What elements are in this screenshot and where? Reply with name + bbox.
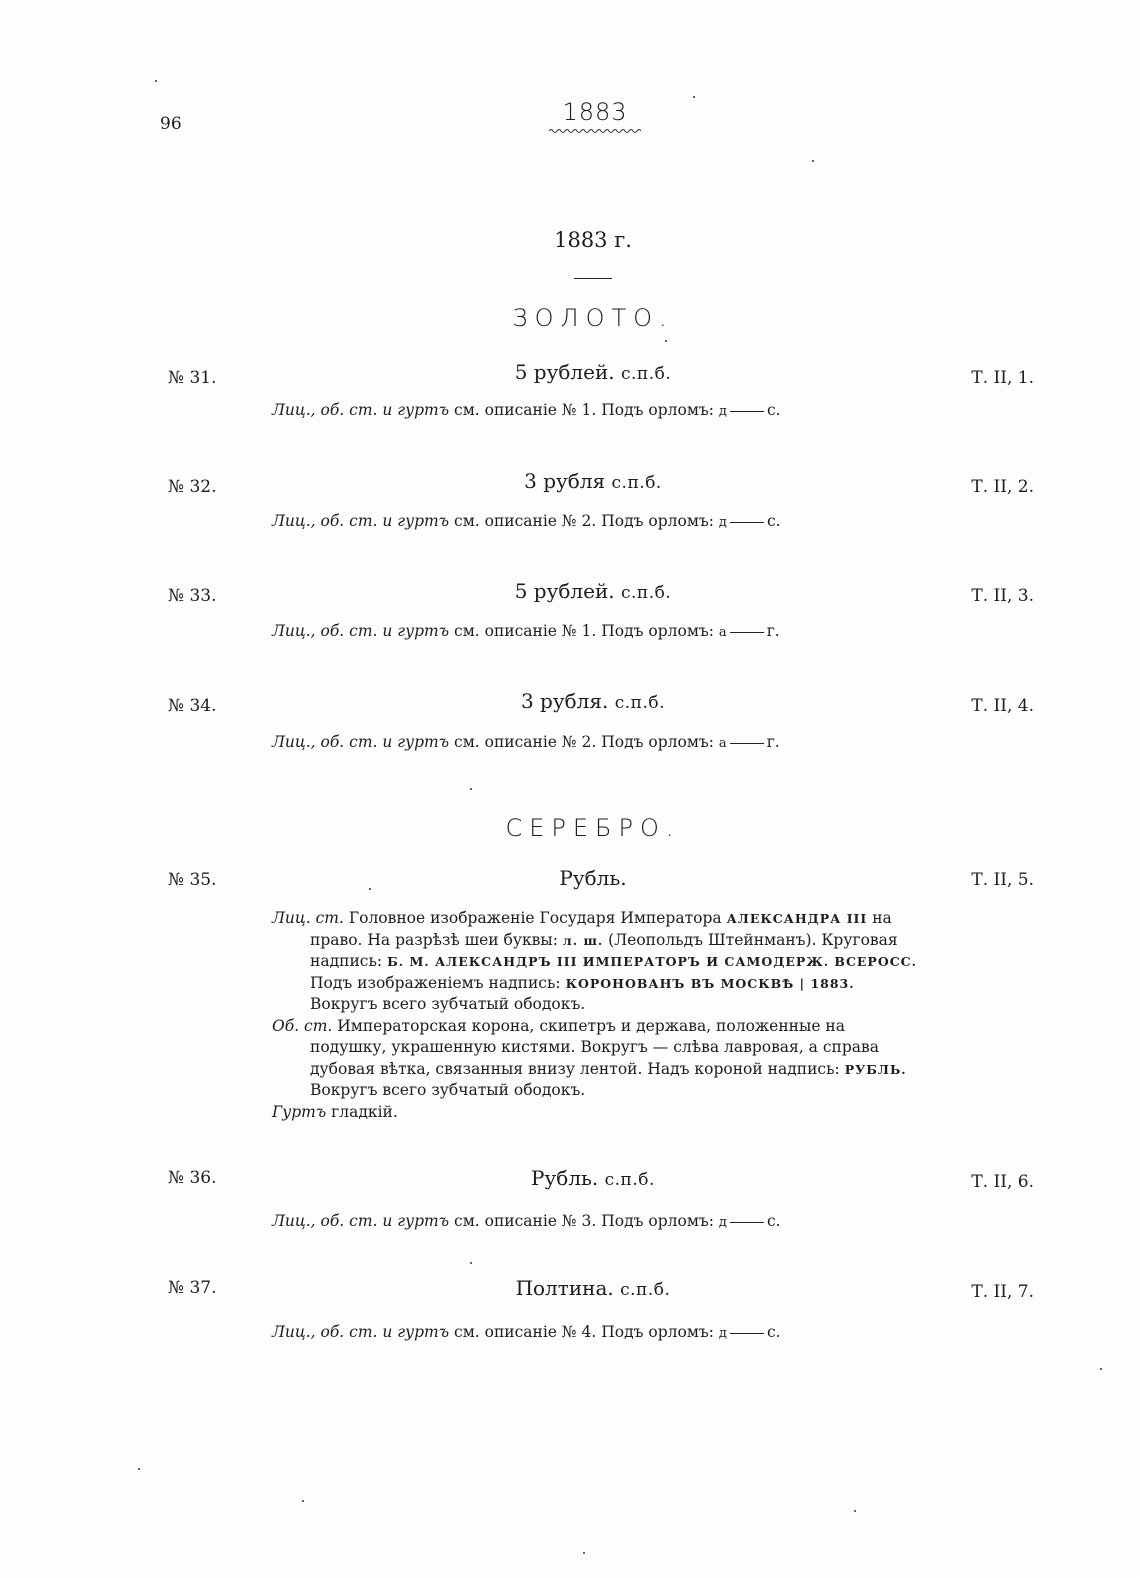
page-number: 96 [160, 114, 182, 134]
reverse-legend: РУБЛЬ. [844, 1061, 907, 1077]
entry-title [0, 1166, 1140, 1190]
scan-speck [138, 1468, 140, 1470]
reverse-text: Императорская корона, скипетръ и держава, положенные на подушку, украшенную кистями. Вокругъ — слѣва лавровая, а справа дубовая вѣтка, связанныя внизу лентой. Надъ короной надпись: [310, 1016, 879, 1078]
scan-speck [1100, 1368, 1102, 1370]
obverse-text: Вокругъ всего зубчатый ободокъ. [310, 995, 586, 1013]
description-text: см. описаніе № 4. Подъ орломъ: [454, 1323, 714, 1341]
plate-reference: Т. II, 3. [971, 586, 1034, 606]
denomination: 3 рубля. [520, 689, 609, 713]
dash [730, 411, 764, 412]
scan-speck [470, 1262, 472, 1264]
obverse-text: Головное изображеніе Государя Императора [348, 909, 722, 927]
mintmaster-letter: г. [766, 622, 780, 640]
scan-speck [583, 1552, 585, 1554]
scan-speck [155, 80, 157, 82]
description-text: см. описаніе № 3. Подъ орломъ: [454, 1212, 714, 1230]
entry-title [0, 469, 1140, 493]
description-text: см. описаніе № 1. Подъ орломъ: [454, 401, 714, 419]
scan-speck [369, 888, 371, 890]
entry-number: № 36. [168, 1168, 217, 1188]
scan-speck [302, 1500, 304, 1502]
entry-title [0, 866, 1140, 890]
denomination: Рубль. [559, 866, 627, 890]
plate-reference: Т. II, 1. [971, 368, 1034, 388]
reverse-label: Об. ст. [272, 1016, 333, 1035]
section-heading-gold: ЗОЛОТО. [512, 304, 674, 332]
plate-reference: Т. II, 5. [971, 870, 1034, 890]
plate-reference: Т. II, 2. [971, 477, 1034, 497]
denomination: 3 рубля [524, 469, 606, 493]
mintmaster-letter: д [718, 1215, 727, 1230]
entry-description [272, 733, 780, 751]
mintmaster-letter: д [718, 404, 727, 419]
description-italic: Лиц., об. ст. и гуртъ [272, 512, 450, 530]
wavy-underline-icon [549, 128, 641, 134]
entry-title [0, 360, 1140, 384]
scan-speck [812, 160, 814, 162]
description-italic: Лиц., об. ст. и гуртъ [272, 401, 450, 419]
description-text: см. описаніе № 2. Подъ орломъ: [454, 733, 714, 751]
obverse-legend: Б. М. АЛЕКСАНДРЪ III ИМПЕРАТОРЪ И САМОДЕРЖ. ВСЕРОСС. [387, 954, 917, 969]
denomination: Полтина. [515, 1276, 614, 1300]
engraver-initials: л. ш. [562, 932, 604, 948]
plate-reference: Т. II, 6. [971, 1172, 1034, 1192]
entry-number: № 33. [168, 586, 217, 606]
entry-title [0, 579, 1140, 603]
plate-reference: Т. II, 7. [971, 1282, 1034, 1302]
mintmaster-letter: с. [766, 401, 781, 419]
denomination: 5 рублей. [514, 360, 615, 384]
description-italic: Лиц., об. ст. и гуртъ [272, 1212, 450, 1230]
mintmaster-letter: д [718, 1326, 727, 1341]
description-italic: Лиц., об. ст. и гуртъ [272, 733, 450, 751]
dash [730, 632, 764, 633]
obverse-paragraph [272, 908, 922, 1016]
year-divider [574, 278, 612, 279]
year-heading: 1883 г. [554, 228, 632, 252]
plate-reference: Т. II, 4. [971, 696, 1034, 716]
entry-number: № 31. [168, 368, 217, 388]
edge-label: Гуртъ [272, 1102, 327, 1121]
description-italic: Лиц., об. ст. и гуртъ [272, 622, 450, 640]
mint-mark: с.п.б. [611, 473, 662, 493]
entry-number: № 35. [168, 870, 217, 890]
mintmaster-letter: г. [766, 733, 780, 751]
dash [730, 743, 764, 744]
scan-speck [665, 340, 667, 342]
entry-description [272, 512, 781, 530]
coronation-legend: КОРОНОВАНЪ ВЪ МОСКВѢ | 1883. [565, 975, 855, 991]
denomination: Рубль. [531, 1166, 599, 1190]
description-italic: Лиц., об. ст. и гуртъ [272, 1323, 450, 1341]
scan-speck [854, 1510, 856, 1512]
section-heading-silver: СЕРЕБРО. [505, 814, 681, 842]
reverse-text: Вокругъ всего зубчатый ободокъ. [310, 1081, 586, 1099]
mint-mark: с.п.б. [620, 583, 672, 603]
mint-mark: с.п.б. [604, 1170, 655, 1190]
dash [730, 1333, 764, 1334]
entry-title [0, 689, 1140, 713]
rouble-description [272, 908, 922, 1123]
mintmaster-letter: а [718, 625, 727, 640]
entry-title [0, 1276, 1140, 1300]
mint-mark: с.п.б. [614, 693, 666, 713]
dash [730, 522, 764, 523]
mintmaster-letter: с. [766, 1323, 781, 1341]
emperor-name: АЛЕКСАНДРА III [726, 911, 868, 926]
scan-speck [693, 96, 695, 98]
mintmaster-letter: с. [766, 512, 781, 530]
obverse-label: Лиц. ст. [272, 909, 344, 927]
entry-description [272, 401, 781, 419]
edge-text: гладкій. [331, 1102, 398, 1121]
scan-speck [470, 788, 472, 790]
entry-number: № 32. [168, 477, 217, 497]
mintmaster-letter: д [718, 515, 727, 530]
dash [730, 1222, 764, 1223]
description-text: см. описаніе № 1. Подъ орломъ: [454, 622, 714, 640]
reverse-paragraph [272, 1016, 922, 1102]
obverse-text: (Леопольдъ Штейнманъ). Круговая надпись: [310, 930, 898, 970]
mint-mark: с.п.б. [620, 364, 672, 384]
edge-paragraph [272, 1102, 922, 1124]
entry-number: № 34. [168, 696, 217, 716]
obverse-text: Подъ изображеніемъ надпись: [310, 973, 561, 992]
entry-description [272, 622, 780, 640]
running-head-year: 1883 [562, 98, 628, 126]
description-text: см. описаніе № 2. Подъ орломъ: [454, 512, 714, 530]
denomination: 5 рублей. [514, 579, 615, 603]
obverse-text: на право. На разрѣзѣ шеи буквы: [310, 909, 892, 949]
entry-number: № 37. [168, 1278, 217, 1298]
entry-description [272, 1323, 781, 1341]
mintmaster-letter: а [718, 736, 727, 751]
entry-description [272, 1212, 781, 1230]
mintmaster-letter: с. [766, 1212, 781, 1230]
running-head [540, 98, 650, 134]
mint-mark: с.п.б. [620, 1280, 671, 1300]
